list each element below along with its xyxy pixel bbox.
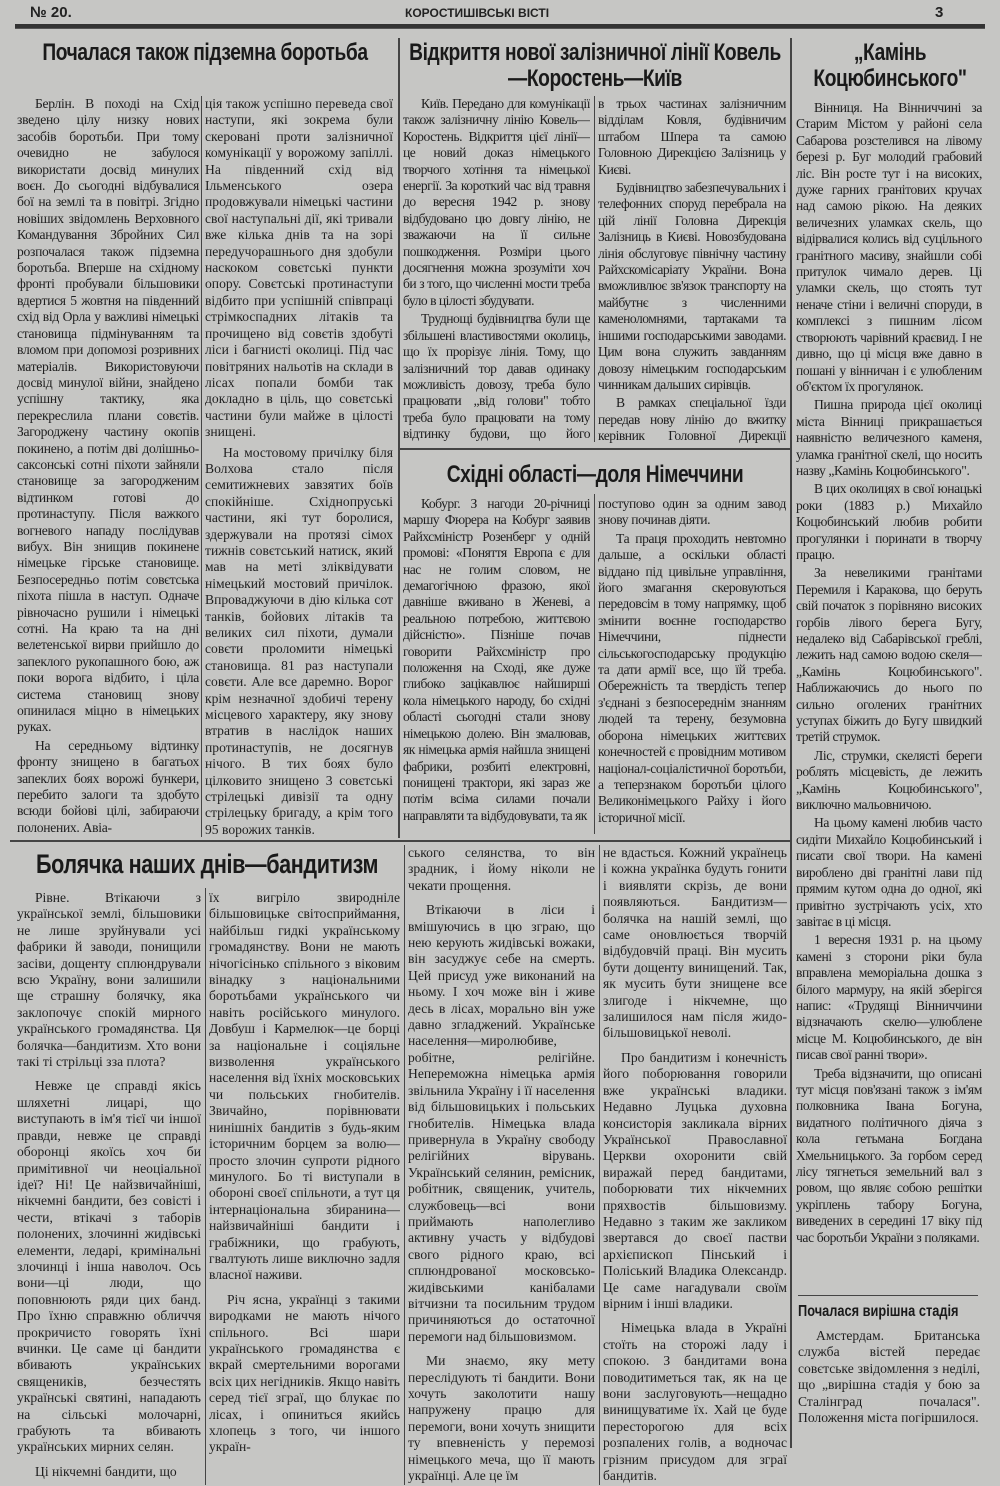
- headline-box: [800, 40, 980, 94]
- paragraph: В цих околицях в свої юнацькі роки (1883 р.) Михайло Коцюбинський любив робити прогулянки і поринати в творчу працю.: [796, 481, 982, 562]
- article-column: [17, 96, 199, 837]
- article-column: [209, 890, 400, 1483]
- paragraph: Рівне. Втікаючи з української землі, більшовики не лише зруйнували усі фабрики й заводи, понищили засіви, дощенту сплюндрували всю Україну, вони залишили ще страшну болячку, яка заклопочує спокій мирного українського громадянства. Ця болячка—бандитизм. Хто вони такі ті стрільці зза плота?: [17, 890, 201, 1070]
- paragraph: Труднощі будівництва були ще збільшені властивостями околиць, що їх прорізує лінія. Тому, що залізничний тор давав одинаку можливість довозу, треба було працювати „від голови" тобто треба було працювати на тому відтинку будови, що його: [403, 311, 590, 442]
- article-column: [598, 96, 786, 444]
- article-column: [205, 96, 393, 837]
- paragraph: Ми знаємо, яку мету переслідують ті бандити. Вони хочуть заколотити нашу напружену працю для перемоги, вони хочуть знищити ту впевненість у перемозі німецького меча, що її мають українці. Але це їм: [408, 1353, 595, 1483]
- masthead-rule: [15, 24, 985, 29]
- paragraph: Ці нікчемні бандити, що: [35, 1463, 177, 1479]
- paragraph: Кобург. З нагоди 20-річниці маршу Фюрера на Кобург заявив Райхсміністр Розенберг у одній промові: «Поняття Европа є для нас не голим словом, не демагогічною фразою, якої давніше вживано в Женеві, а реальною потребою, життєвою дійсністю». Пізніше почав говорити Райхсміністр про положення на Сході, яке дуже глибоко зацікавлює найширші кола німецького народу, бо східні області сьогодні стали знову німецькою долею. Він змалював, як німецька армія найшла знищені фабрики, розбиті електровні, понищені трактори, які зараз же потім всіма силами почали направляти та відбудовувати, та як: [403, 496, 590, 823]
- article-column: [796, 100, 982, 1290]
- paragraph: ція також успішно переведа свої наступи, які зокрема були скеровані проти залізничної комунікації у ворожому запіллі. На південний схід від Ільменського озера продовжували німецькі частини свої наступальні дії, які тривали вже кілька днів та на зорі передучорашнього дня здобули наскоком совєтські пункти опору. Совєтські протинаступи відбито при успішній співпраці стрімкоспадних літаків та прочищено від совєтів здобуті ліси і багнисті околиці. Під час повітряних нальотів на склади в лісах попали бомби так докладно в ціль, що совєтські частини були майже в цілості знищені.: [205, 96, 393, 440]
- headline-box: [798, 1302, 982, 1324]
- paragraph: Невже це справді якісь шляхетні лицарі, що виступають в ім'я тієї чи іншої правди, невже це справді оборонці якоїсь хоч би примітивної чи неоціальної ідеї? Ні! Це найзвичайніші, нікчемні бандити, без совісті і чести, втікачі з таборів полонених, злочинні жидівські елементи, ледарі, кримінальні злочинці і інша наволоч. Ось вони—ці люди, що поповнюють ряди цих банд. Про їхню справжню обличчя прокричисто говорять їхні вчинки. Це саме ці бандити вбивають українських священиків, безчестять українські святині, нападають на сільські молочарні, грабують та вбивають українських мирних селян.: [17, 1078, 201, 1455]
- newspaper-title: КОРОСТИШІВСЬКІ ВІСТІ: [405, 6, 550, 20]
- column-divider: [201, 96, 202, 837]
- paragraph: В рамках спеціальної їзди передав нову лінію до вжитку керівник Головної Дирекції: [598, 395, 786, 444]
- paragraph: 1 вересня 1931 р. на цьому камені з сторони ріки була вправлена меморіальна дошка з білого мармуру, на якій зберігся напис: «Трудящі Вінниччини відзначають скелю—улюблене місце М. Коцюбинського, де він писав свої ранні твори».: [796, 932, 982, 1063]
- paragraph: Втікаючи в ліси і вмішуючись в цю зграю, що нею керують жидівські вожаки, він засуджує себе на смерть. Цей присуд уже виконаний на ньому. І хоч може він і живе десь в лісах, морально він уже давно згладжений. Українське населення—миролюбиве, робітне, релігійне. Непереможна німецька армія звільнила Україну і її населення від більшовицьких і польських гнобителів. Німецька влада привернула в Україну свободу релігійних вірувань. Український селянин, ремісник, робітник, священик, учитель, службовець—всі вони приймають наполегливо активну участь у відбудові свого рідного краю, всі сплюндрованої московсько-жидівськими канібалами вітчизни та посильним трудом причиняються до остаточної перемоги над більшовизмом.: [408, 902, 595, 1344]
- article-column: [403, 496, 590, 836]
- article-column: [798, 1328, 980, 1428]
- issue-number: № 20.: [30, 4, 72, 21]
- paragraph: не вдасться. Кожний українець і кожна українка будуть гонити і виявляти скрізь, де вони появляються. Бандитизм—болячка на нашій землі, що саме оновлюється творчій відбудовчій праці. Він мусить бути дощенту винищений. Так, як мусить бути знищене все злигоде і нікчемне, що залишилося нам після жидо-більшовицької неволі.: [603, 845, 787, 1041]
- headline-box: [15, 40, 395, 92]
- paragraph: Німецька влада в Україні стоїть на сторожі ладу і спокою. З бандитами вона поводитиметься так, як на це вони заслуговують—нещадно винищуватиме їх. Хай це буде пересторогою для всіх розпалених голів, а водночас грізним присудом для зграї бандитів.: [603, 1320, 787, 1483]
- paragraph: Будівництво забезпечувальних і телефонних споруд перебрала на цій лінії Головна Дирекція Залізниць в Києві. Новозбудована лінія обслуговує північну частину Райхскомісаріату України. Вона вможливлює зв'язок транспорту на майбутнє з численними каменоломнями, тартаками та іншими господарськими заводами. Цим вона служить завданням довозу німецьким господарським чинникам дальших сирівців.: [598, 180, 786, 392]
- article-column: [17, 890, 201, 1483]
- headline-box: [12, 848, 402, 882]
- paragraph: Про бандитизм і конечність його поборювання говорили вже українські владики. Недавно Луцька духовна консисторія закликала вірних Української Православної Церкви охоронити свій виражай перед бандитами, поборювати тих нікчемних пряхвостів більшовизму. Недавно з таким же закликом звертався до своєї пастви архієпископ Пінський і Поліський Владика Олександр. Це саме нагадували своїм вірним і інші владики.: [603, 1049, 787, 1311]
- paragraph: поступово один за одним завод знову починав діяти.: [598, 496, 786, 528]
- headline-box: [400, 462, 790, 490]
- headline-box: [400, 40, 790, 92]
- paragraph: На середньому відтинку фронту знищено в багатьох запеклих боях ворожі бункери, перебито залоги та здобуто всюди бойові цілі, забираючи полонених. Авіа-: [17, 737, 199, 835]
- paragraph: На цьому камені любив часто сидіти Михайло Коцюбинський і писати свої твори. На камені вироблено дві гранітні лави під прямим кутом одна до одної, які привітно зустрічають усіх, хто завітає в ці місця.: [796, 815, 982, 929]
- paragraph: Пишна природа цієї околиці міста Вінниці прикрашається наявністю величезного каменя, уламка гранітної скелі, що носить назву „Камінь Коцюбинського".: [796, 397, 982, 478]
- article-column: [598, 496, 786, 836]
- paragraph: Ліс, струмки, скелясті береги роблять місцевість, де лежить „Камінь Коцюбинського", виключно мальовничою.: [796, 747, 982, 813]
- paragraph: Річ ясна, українці з такими виродками не мають нічого спільного. Всі шари українського громадянства є вкрай смертельними ворогами всіх цих негідників. Якщо навіть серед тієї зграї, що блукає по лісах, і опиниться якийсь хлопець з того, чи іншого україн-: [209, 1291, 400, 1455]
- section-divider: [798, 1295, 978, 1296]
- article-column: [603, 845, 787, 1483]
- column-divider: [398, 38, 400, 838]
- paragraph: ського селянства, то він зрадник, і йому ніколи не чекати прощення.: [408, 845, 595, 893]
- headline-railway-opening: Відкриття нової залізничної лінії Ковель—Коростень—Київ: [409, 39, 781, 92]
- page-number: 3: [935, 4, 944, 21]
- paragraph: На мостовому причілку біля Волхова стало після семитижневих завзятих боїв спокійніше. Східнопруські частини, які тут боролися, здержували на протязі сімох тижнів совєтський натиск, який мав на меті зліквідувати німецький мостовий причілок. Впроваджуючи в дію кілька сот танків, бойових літаків та великих сил піхоти, думали совєти проломити німецькі становища. 81 раз наступали совєти. Але все даремно. Ворог крім незначної здобичі терену місцевого характеру, яку знову втратив в наслідок наших протинаступів, не досягнув нічого. В тих боях було цілковито знищено 3 совєтські стрілецькі дивізії та одну стрілецьку бригаду, а крім того 95 ворожих танків.: [205, 444, 393, 837]
- headline-decisive-stage: Почалася вирішна стадія: [798, 1303, 959, 1320]
- column-divider: [599, 845, 600, 1485]
- column-divider: [594, 96, 595, 442]
- paragraph: Та праця проходить невтомно дальше, а оскільки області віддано під цивільне управління, його змагання скеровуються передовсім в тому напрямку, щоб змінити воєнне господарство Німеччини, піднести сільськогосподарську продукцію та дати армії все, що їй треба. Обережність та твердість тепер з'єднані з безпосереднім знанням людей та терену, безумовна оборона німецьких життєвих конечностей є провідним мотивом націонал-соціалістичної боротьби, а теперзнаком боротьби цілого Великонімецького Райху і його історичної місії.: [598, 530, 786, 825]
- headline-eastern-regions: Східні області—доля Німеччини: [446, 461, 744, 488]
- paragraph: в трьох частинах залізничним відділам Ковля, будівничим штабом Шпера та самою Головною Дирекцією Залізниць у Києві.: [598, 96, 786, 177]
- section-divider: [10, 840, 790, 842]
- paragraph: За невеликими гранітами Перемиля і Каракова, що беруть свій початок з порівняно високих горбів лівого берега Бугу, недалеко від Сабарівської греблі, лежить над самою водою скеля—„Камінь Коцюбинського". Наближаючись до нього по сильно оголених гранітних уступах біжить до Бугу швидкий третій струмок.: [796, 565, 982, 745]
- paragraph: їх вигріло звиродніле більшовицьке світосприймання, найбільш гидкі українському громадянству. Вони не мають нічогісінько спільного з віковим вінадку з національними боротьбами українського чи навіть російського минулого. Довбуш і Кармелюк—це борці за національне і соціяльне визволення українського населення від їхніх московських чи польських гнобителів. Звичайно, порівнювати нинішніх бандитів з будь-яким історичним борцем за волю—просто злочин супроти рідного минулого. Бо ті виступали в обороні своєї спільноти, а тут ця інтернаціональна збиранина—найзвичайніші бандити і грабіжники, що грабують, гвалтують лише виключно задля власної наживи.: [209, 890, 400, 1283]
- column-divider: [205, 888, 206, 1485]
- article-column: [408, 845, 595, 1483]
- section-divider: [400, 448, 790, 450]
- headline-banditry: Болячка наших днів—бандитизм: [35, 849, 379, 879]
- article-column: [403, 96, 590, 444]
- paragraph: Треба відзначити, що описані тут місця пов'язані також з ім'ям полковника Івана Богуна, видатного політичного діяча з кола гетьмана Богдана Хмельницького. За горбом серед лісу тягнеться земельний вал з ровом, що являє собою решітки укріплень табору Богуна, виведених в середині 17 віку під час боротьби України з поляками.: [796, 1065, 982, 1245]
- paragraph: Вінниця. На Вінниччині за Старим Містом у районі села Сабарова розстелився на лівому березі р. Буг молодий грабовий ліс. Він росте тут і на високих, дуже гарних гранітових кручах над самою рікою. На деяких величезних уламках скель, що відірвалися колись від суцільного гранітного масиву, знайшли собі притулок чимало дерев. Ці уламки скель, що стоять тут неначе стіни і величні споруди, в комплексі з пишним лісом створюють чарівний краєвид. І не дивно, що ці місця вже давно в пошані у вінничан і є улюбленим об'єктом їх прогулянок.: [796, 100, 982, 394]
- column-divider: [790, 38, 792, 1448]
- paragraph: Берлін. В поході на Схід зведено цілу низку нових засобів боротьби. При тому очевидно не забулося використати досвід минулих воєн. До сьогодні відбувалися бої на землі та в повітрі. Згідно новіших звідомлень Верховного Командування Збройних Сил розпочалася також підземна боротьба. Вперше на східному фронті пробували більшовики вдертися 5 жовтня на південний схід від Орла у важливі німецькі становища підмінуванням та вломом при допомозі розривних матеріалів. Використовуючи досвід минулої війни, знайдено успішну тактику, яка перекреслила плани совєтів. Загороджену частину окопів покинено, а потім дві долішньо-саксонські сотні піхоти зайняли становище за загородженим відтинком готові до протинаступу. Після важкого вогневого нападу послідував вибух. Він знищив покинене німецьке гірське становище. Безпосередньо потім совєтська піхота пішла в наступ. Одначе рівночасно рушили і німецькі сотні. На краю та на дні велетенської вирви прийшло до запеклого рукопашного бою, аж поки ворога відбито, і ціла система становищ знову опинилася міцно в німецьких руках.: [17, 96, 199, 735]
- paragraph: Київ. Передано для комунікації також залізничну лінію Ковель—Коростень. Відкриття цієї лінії—це новий доказ німецького творчого хотіння та німецької енергії. За короткий час від травня до вересня 1942 р. знову відбудовано цю довгу лінію, не зважаючи на її сильне пошкодження. Розміри цього досягнення можна зрозуміти хоч би з того, що численні мости треба було в цілості збудувати.: [403, 96, 590, 308]
- paragraph: Амстердам. Британська служба вістей передає совєтське звідомлення з неділі, що „вирішна стадія у бою за Сталінград почалася". Положення міста погіршилося.: [798, 1328, 980, 1426]
- headline-underground-fight: Почалася також підземна боротьба: [42, 39, 368, 66]
- column-divider: [594, 494, 595, 834]
- column-divider: [404, 845, 405, 1485]
- headline-kotsiubynsky-stone: „Камінь Коцюбинського": [813, 39, 967, 92]
